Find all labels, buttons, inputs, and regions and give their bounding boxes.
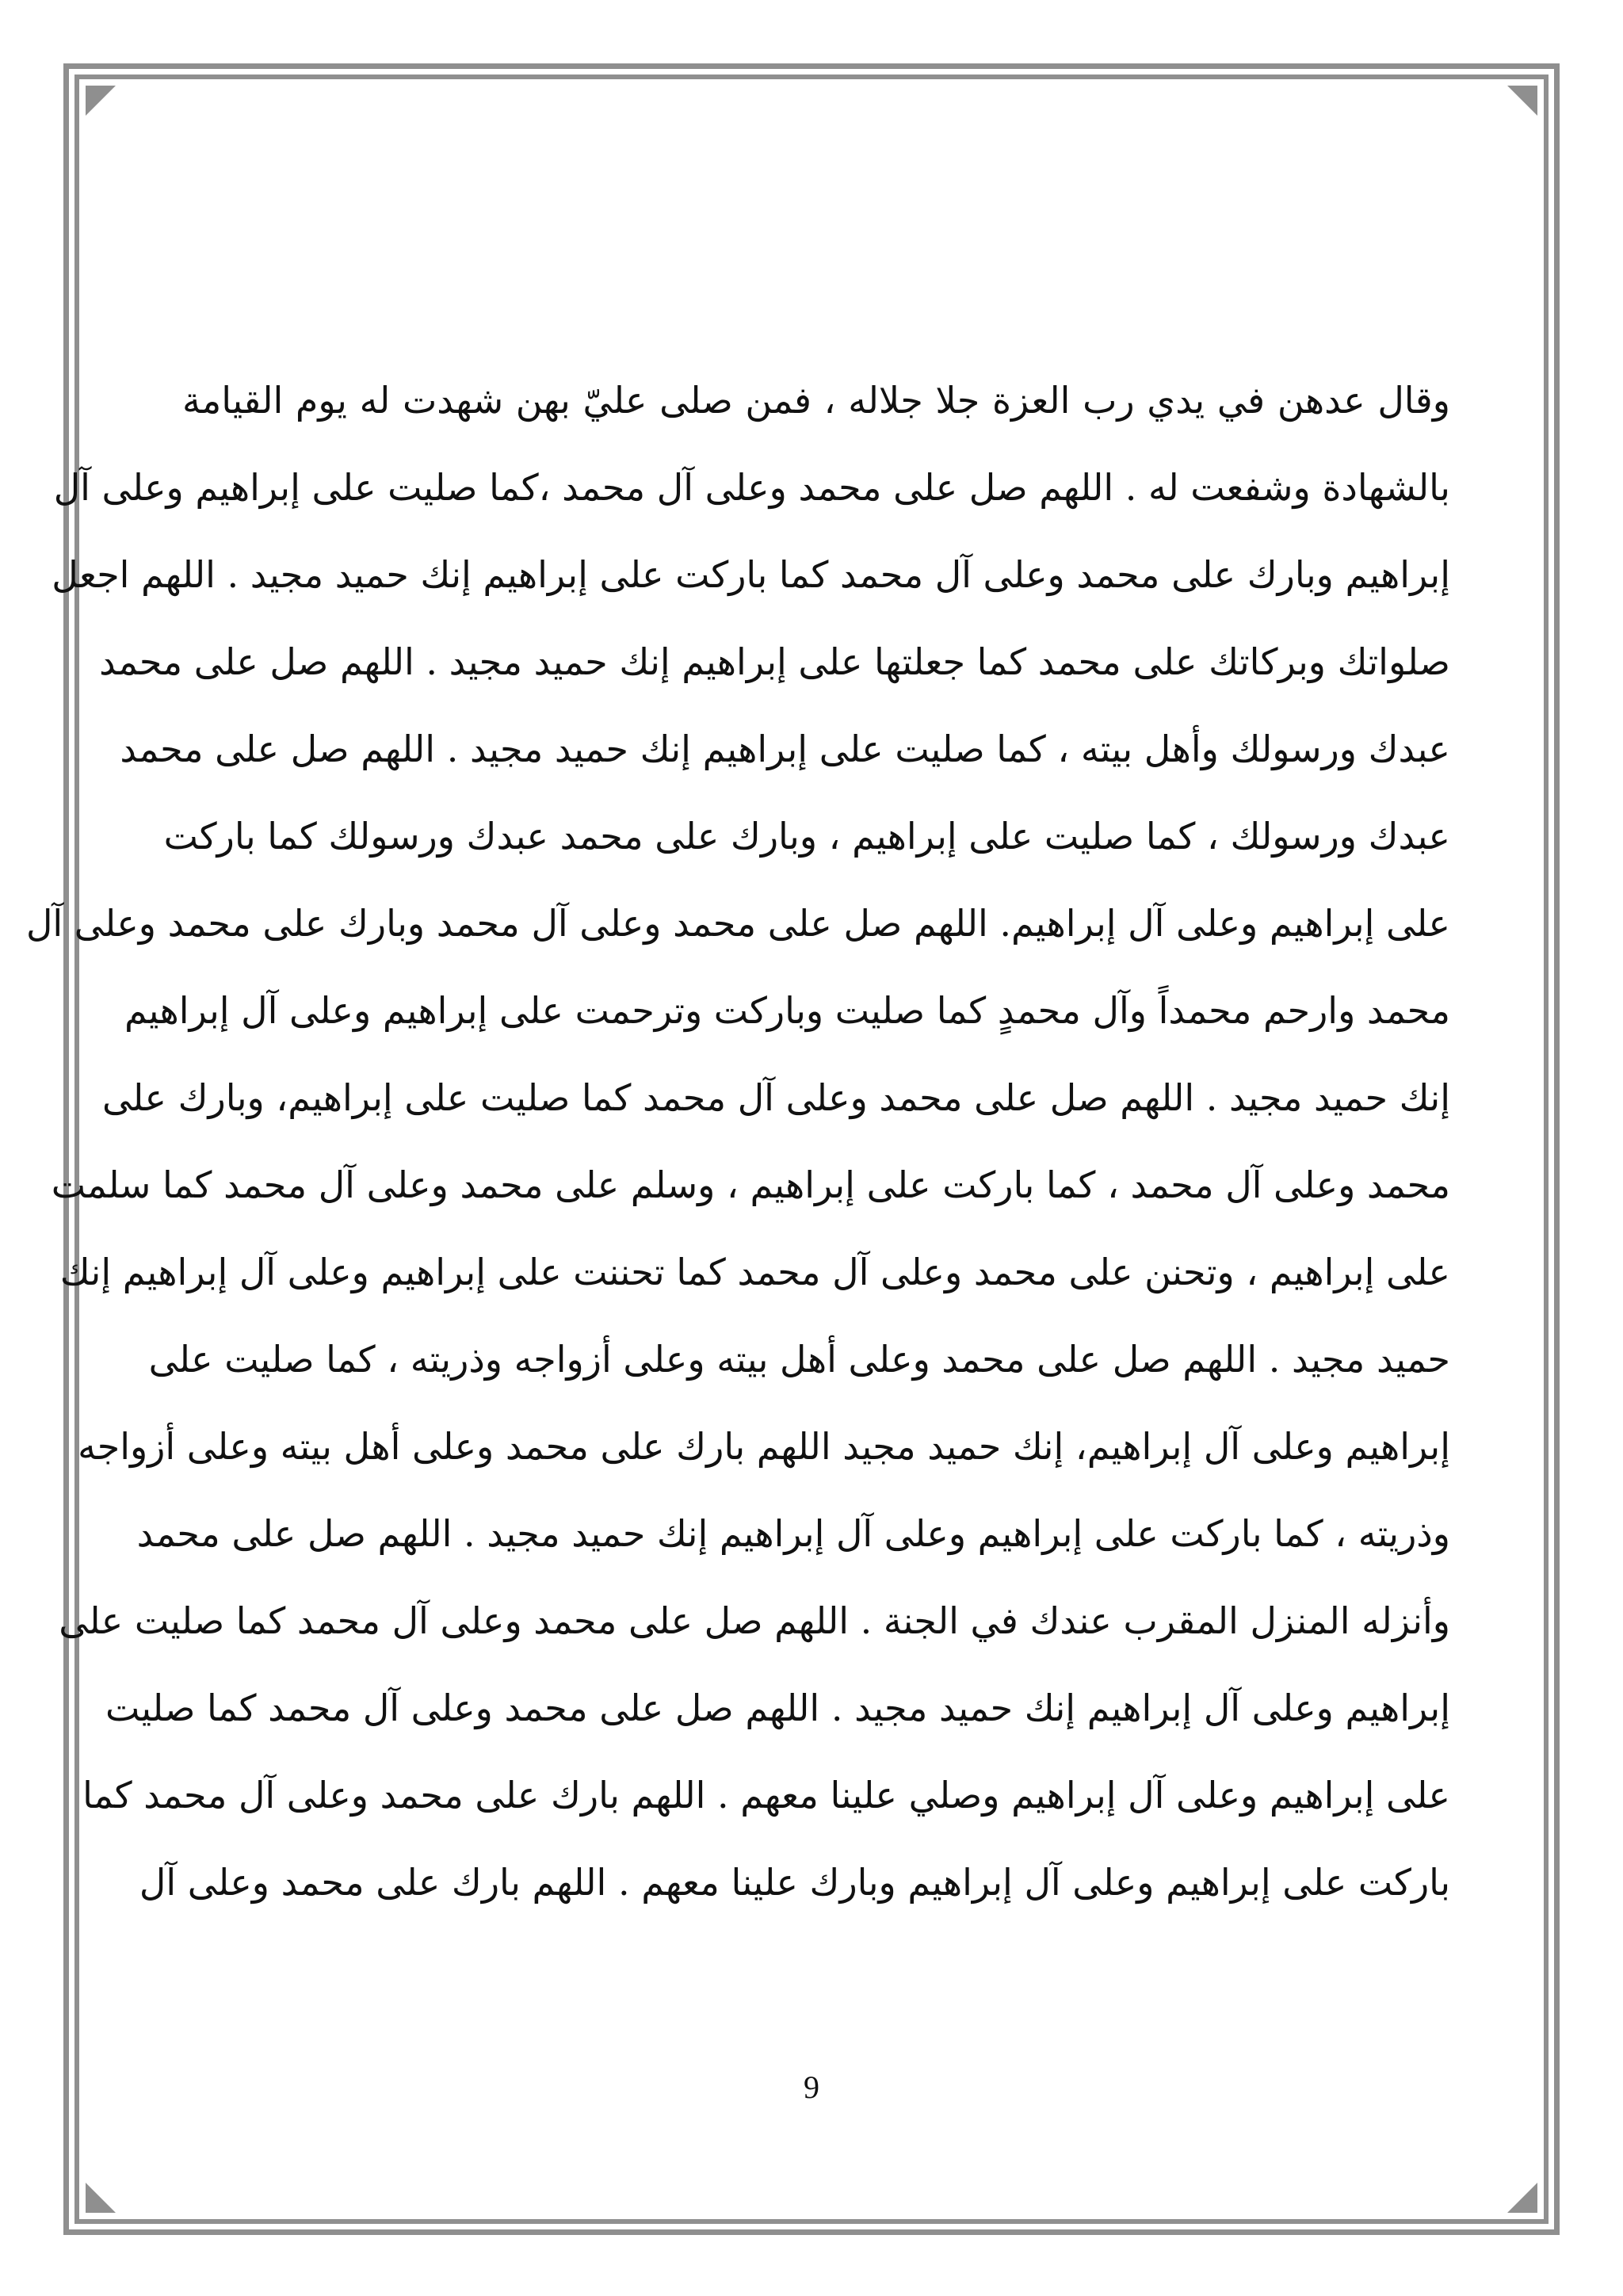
- text-line: محمد وارحم محمداً وآل محمدٍ كما صليت وباركت وترحمت على إبراهيم وعلى آل إبراهيم: [124, 989, 1450, 1032]
- text-line: حميد مجيد . اللهم صل على محمد وعلى أهل بيته وعلى أزواجه وذريته ، كما صليت على: [148, 1338, 1450, 1381]
- text-line: باركت على إبراهيم وعلى آل إبراهيم وبارك علينا معهم . اللهم بارك على محمد وعلى آل: [139, 1861, 1450, 1904]
- text-line: وقال عدهن في يدي رب العزة جلا جلاله ، فمن صلى عليّ بهن شهدت له يوم القيامة: [182, 379, 1450, 422]
- corner-ornament-bottom-left: [86, 2183, 116, 2213]
- text-line: على إبراهيم وعلى آل إبراهيم وصلي علينا معهم . اللهم بارك على محمد وعلى آل محمد كما: [82, 1774, 1450, 1817]
- text-line: على إبراهيم وعلى آل إبراهيم. اللهم صل على محمد وعلى آل محمد وبارك على محمد وعلى آل: [25, 902, 1450, 945]
- text-line: إبراهيم وبارك على محمد وعلى آل محمد كما باركت على إبراهيم إنك حميد مجيد . اللهم اجعل: [52, 553, 1450, 596]
- text-line: وذريته ، كما باركت على إبراهيم وعلى آل إبراهيم إنك حميد مجيد . اللهم صل على محمد: [136, 1512, 1450, 1555]
- text-line: بالشهادة وشفعت له . اللهم صل على محمد وعلى آل محمد ،كما صليت على إبراهيم وعلى آل: [53, 466, 1450, 509]
- corner-ornament-bottom-right: [1507, 2183, 1537, 2213]
- text-line: إبراهيم وعلى آل إبراهيم إنك حميد مجيد . اللهم صل على محمد وعلى آل محمد كما صليت: [105, 1687, 1450, 1729]
- body-text: [25, 357, 1450, 1926]
- corner-ornament-top-right: [1507, 86, 1537, 116]
- text-line: عبدك ورسولك وأهل بيته ، كما صليت على إبراهيم إنك حميد مجيد . اللهم صل على محمد: [120, 728, 1450, 770]
- page-number: 9: [804, 2069, 819, 2105]
- text-line: على إبراهيم ، وتحنن على محمد وعلى آل محمد كما تحننت على إبراهيم وعلى آل إبراهيم إنك: [59, 1251, 1450, 1293]
- text-line: عبدك ورسولك ، كما صليت على إبراهيم ، وبارك على محمد عبدك ورسولك كما باركت: [163, 815, 1450, 858]
- corner-ornament-top-left: [86, 86, 116, 116]
- text-line: محمد وعلى آل محمد ، كما باركت على إبراهيم ، وسلم على محمد وعلى آل محمد كما سلمت: [51, 1163, 1450, 1206]
- text-line: إنك حميد مجيد . اللهم صل على محمد وعلى آل محمد كما صليت على إبراهيم، وبارك على: [101, 1076, 1450, 1119]
- text-line: وأنزله المنزل المقرب عندك في الجنة . اللهم صل على محمد وعلى آل محمد كما صليت على: [59, 1599, 1450, 1642]
- text-line: صلواتك وبركاتك على محمد كما جعلتها على إبراهيم إنك حميد مجيد . اللهم صل على محمد: [99, 640, 1450, 683]
- text-line: إبراهيم وعلى آل إبراهيم، إنك حميد مجيد اللهم بارك على محمد وعلى أهل بيته وعلى أزواجه: [78, 1425, 1450, 1468]
